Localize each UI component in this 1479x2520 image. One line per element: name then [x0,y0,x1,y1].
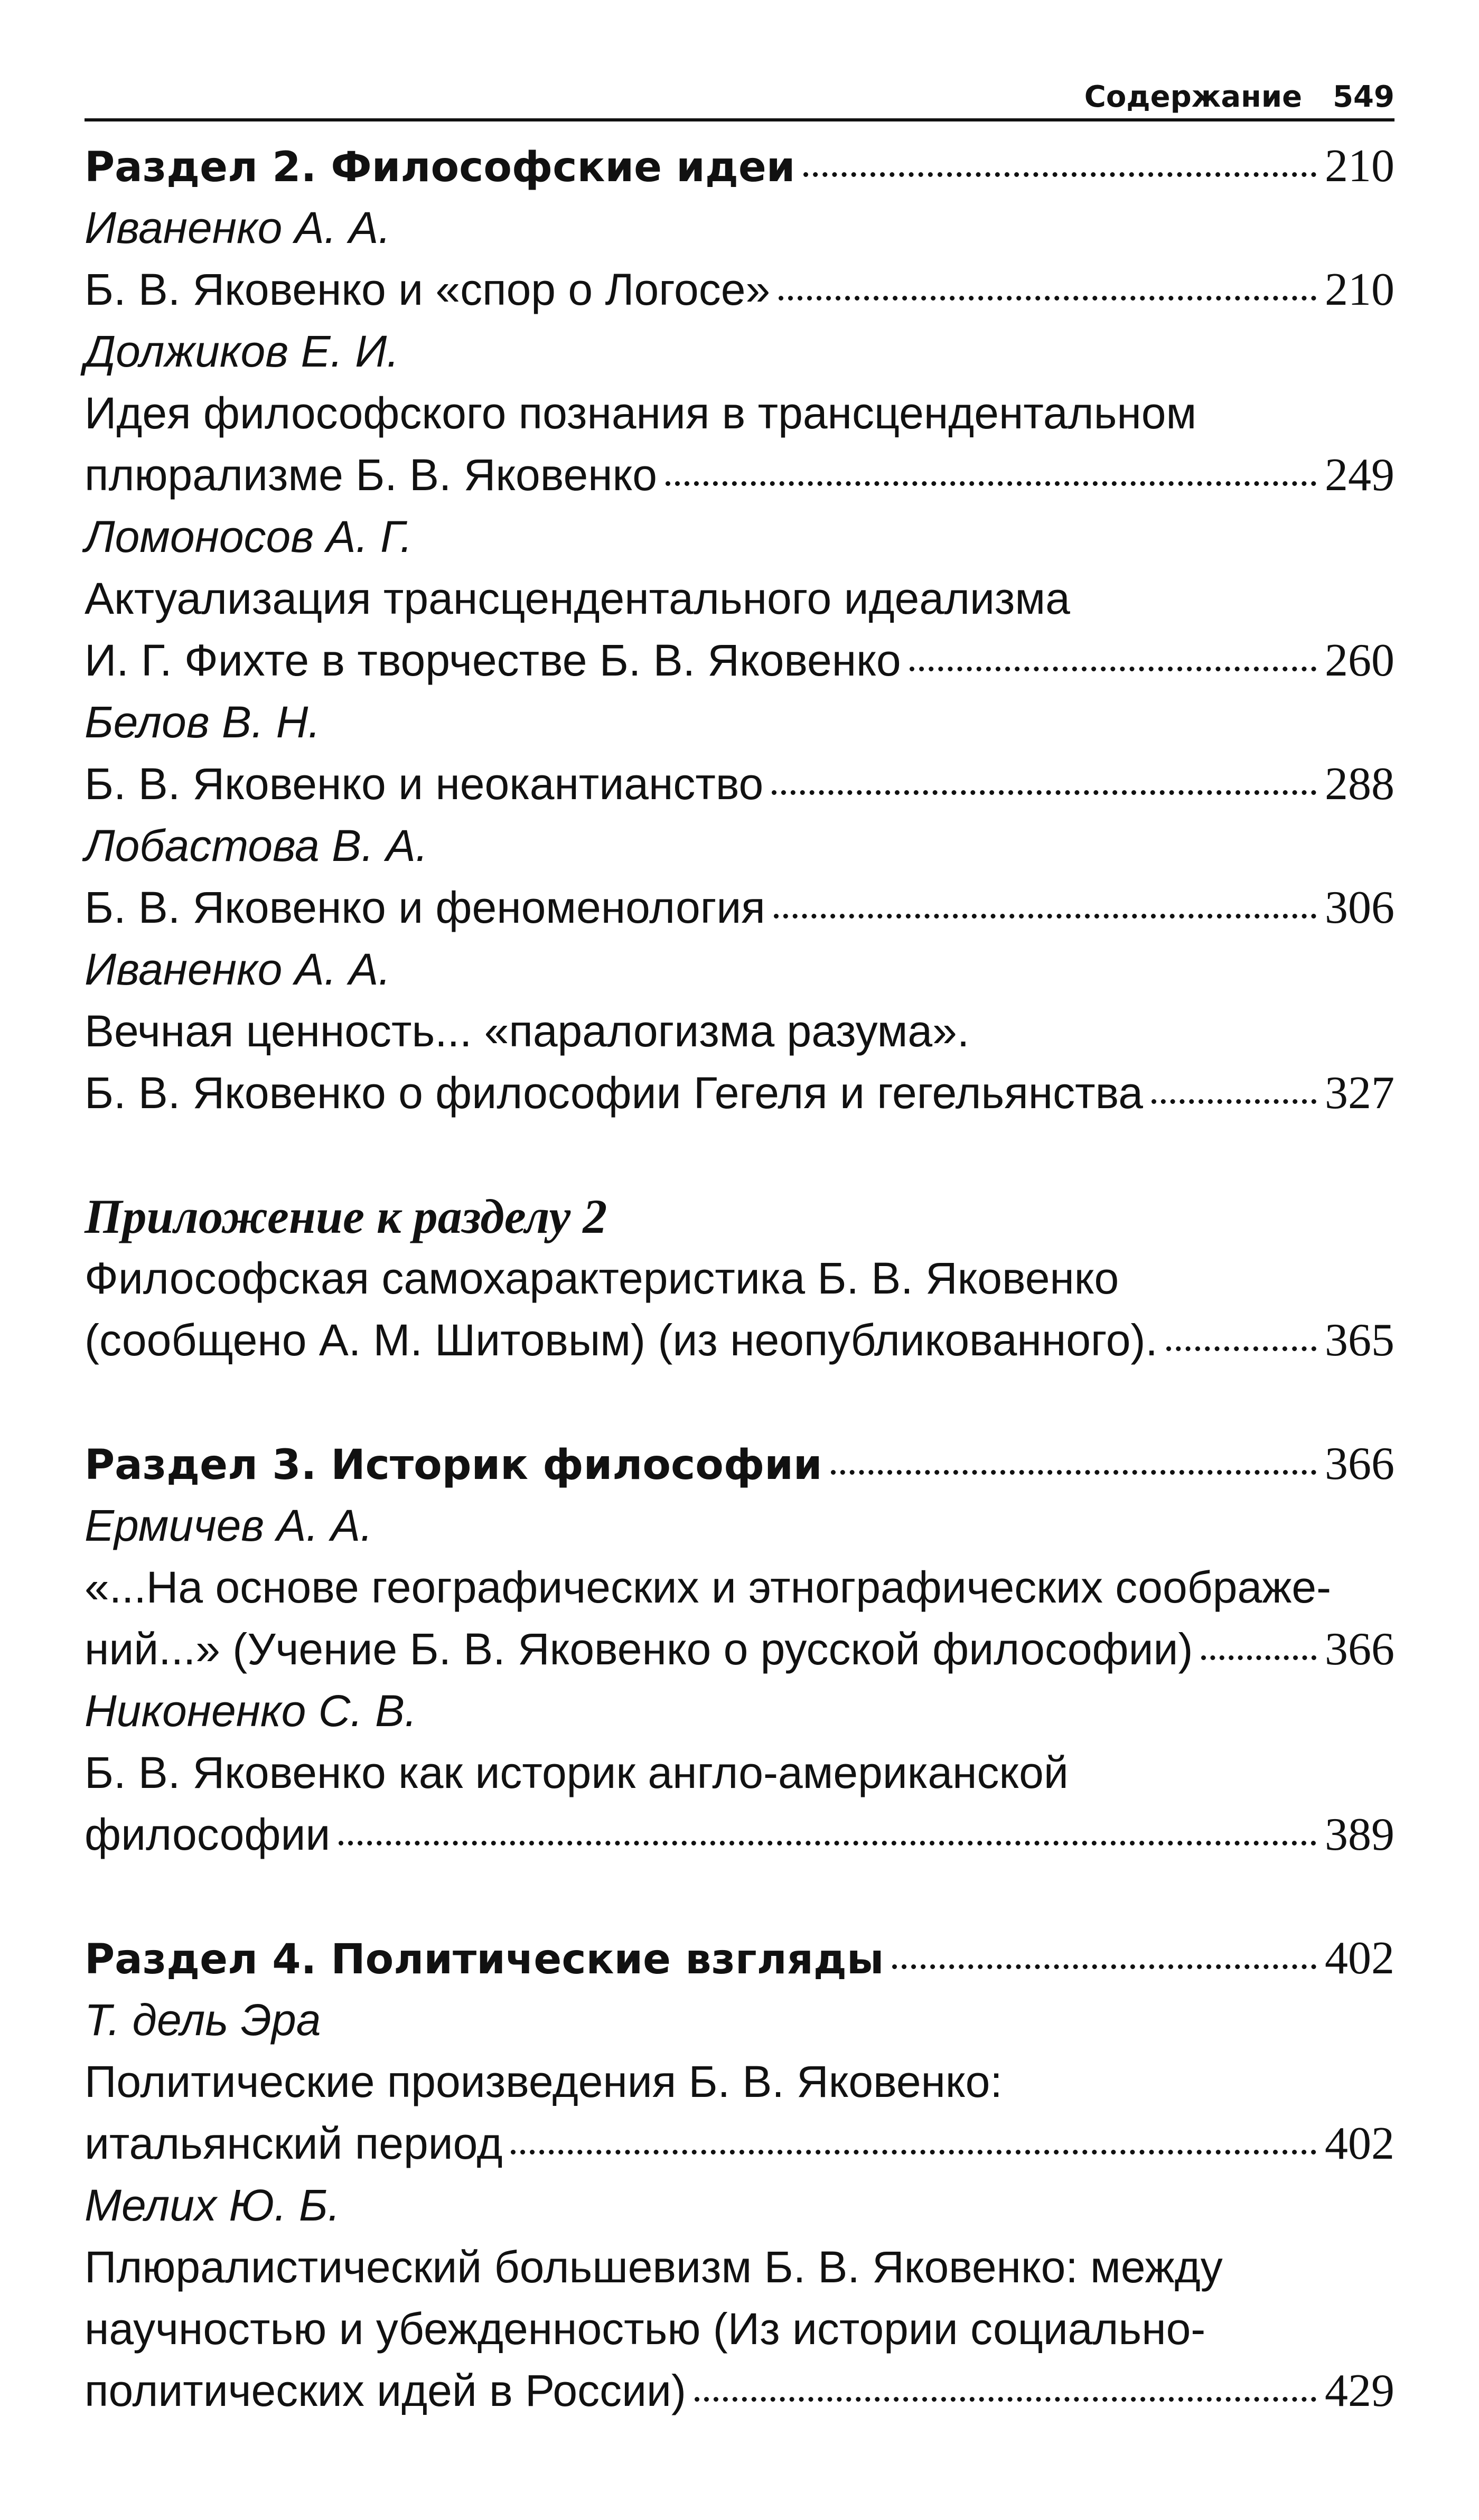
appendix-section[interactable] [85,1186,1394,1371]
page-ref: 210 [1325,140,1394,192]
entry-title: Плюралистический большевизм Б. В. Яковенко: между [85,2242,1223,2292]
entry-title: Философская самохарактеристика Б. В. Яковенко [85,1253,1119,1303]
entry-title: философии [85,1810,331,1859]
entry-title: Вечная ценность... «паралогизма разума». [85,1006,970,1056]
page-ref: 327 [1325,1067,1394,1119]
page-ref: 366 [1325,1438,1394,1489]
entry-author: Лобастова В. А. [85,821,428,870]
dot-leader [666,481,1316,486]
appendix-title: Приложение к разделу 2 [85,1189,607,1243]
entry-title: Политические произведения Б. В. Яковенко: [85,2057,1003,2106]
dot-leader [695,2397,1316,2402]
dot-leader [1152,1099,1316,1104]
entry-title: И. Г. Фихте в творчестве Б. В. Яковенко [85,635,901,685]
page-ref: 365 [1325,1315,1394,1366]
entry-title-line [85,1062,1394,1124]
toc-entry[interactable] [85,1680,1394,1866]
entry-author: Никоненко С. В. [85,1686,417,1736]
toc-entry[interactable] [85,197,1394,321]
entry-title-line [85,259,1394,321]
entry-title-line [85,1309,1394,1371]
entry-title: итальянский период [85,2119,503,2168]
spacer [85,1371,1394,1433]
spacer [85,1866,1394,1927]
entry-title: политических идей в России) [85,2366,686,2415]
entry-title-line [85,1618,1394,1680]
entry-author: Иваненко А. А. [85,203,391,252]
entry-title: ний...» (Учение Б. В. Яковенко о русской философии) [85,1624,1193,1674]
entry-title-line [85,630,1394,691]
toc-entry[interactable] [85,691,1394,815]
running-head-title: Содержание [1084,80,1303,114]
entry-title: плюрализме Б. В. Яковенко [85,450,657,500]
page-ref: 429 [1325,2365,1394,2416]
book-page [85,63,1394,2422]
section-title: Раздел 3. Историк философии [85,1441,822,1489]
entry-author: Ермичев А. А. [85,1501,373,1550]
dot-leader [1201,1655,1316,1660]
page-ref: 402 [1325,1933,1394,1984]
entry-author: Мелих Ю. Б. [85,2180,340,2230]
spacer [85,1124,1394,1186]
entry-title: Б. В. Яковенко и неокантианство [85,759,764,809]
dot-leader [779,296,1316,301]
section-2 [85,135,1394,1124]
toc-entry[interactable] [85,321,1394,506]
entry-title: Б. В. Яковенко как историк англо-американской [85,1748,1069,1797]
section-heading[interactable] [85,1927,1394,1989]
page-ref: 306 [1325,882,1394,933]
entry-title-line [85,877,1394,939]
entry-author: Т. дель Эра [85,1995,321,2045]
entry-title: Б. В. Яковенко о философии Гегеля и гегельянства [85,1068,1143,1118]
entry-title: «...На основе географических и этнографических соображе- [85,1562,1332,1612]
section-4 [85,1927,1394,2422]
page-ref: 210 [1325,264,1394,315]
dot-leader [772,790,1316,795]
dot-leader [831,1470,1316,1475]
section-title: Раздел 4. Политические взгляды [85,1936,884,1983]
page-ref: 366 [1325,1624,1394,1675]
entry-title-line [85,753,1394,815]
running-head [85,63,1394,121]
dot-leader [892,1964,1316,1969]
entry-author: Должиков Е. И. [85,326,399,376]
table-of-contents [85,135,1394,2422]
page-number: 549 [1333,80,1394,114]
section-heading[interactable] [85,135,1394,197]
dot-leader [774,914,1316,919]
section-3 [85,1433,1394,1866]
toc-entry[interactable] [85,1495,1394,1680]
page-ref: 249 [1325,449,1394,501]
entry-author: Иваненко А. А. [85,944,391,994]
toc-entry[interactable] [85,506,1394,691]
toc-entry[interactable] [85,939,1394,1124]
dot-leader [339,1841,1316,1845]
entry-title: Б. В. Яковенко и феноменология [85,883,765,932]
entry-title: (сообщено А. М. Шитовым) (из неопубликованного). [85,1315,1158,1365]
dot-leader [511,2150,1316,2154]
section-title: Раздел 2. Философские идеи [85,144,795,191]
page-ref: 402 [1325,2118,1394,2169]
entry-title: научностью и убежденностью (Из истории социально- [85,2304,1206,2354]
entry-author: Ломоносов А. Г. [85,512,413,561]
entry-title-line [85,1804,1394,1866]
entry-title: Актуализация трансцендентального идеализма [85,574,1070,623]
entry-title-line [85,2360,1394,2422]
page-ref: 288 [1325,758,1394,810]
page-ref: 260 [1325,635,1394,686]
dot-leader [803,172,1316,177]
dot-leader [910,667,1316,671]
entry-title-line [85,2113,1394,2175]
entry-author: Белов В. Н. [85,697,321,747]
toc-entry[interactable] [85,1989,1394,2175]
page-ref: 389 [1325,1809,1394,1860]
entry-title: Б. В. Яковенко и «спор о Логосе» [85,265,771,314]
entry-title-line [85,444,1394,506]
section-heading[interactable] [85,1433,1394,1495]
toc-entry[interactable] [85,815,1394,939]
entry-title: Идея философского познания в трансцендентальном [85,388,1197,438]
toc-entry[interactable] [85,2175,1394,2422]
dot-leader [1166,1346,1316,1351]
